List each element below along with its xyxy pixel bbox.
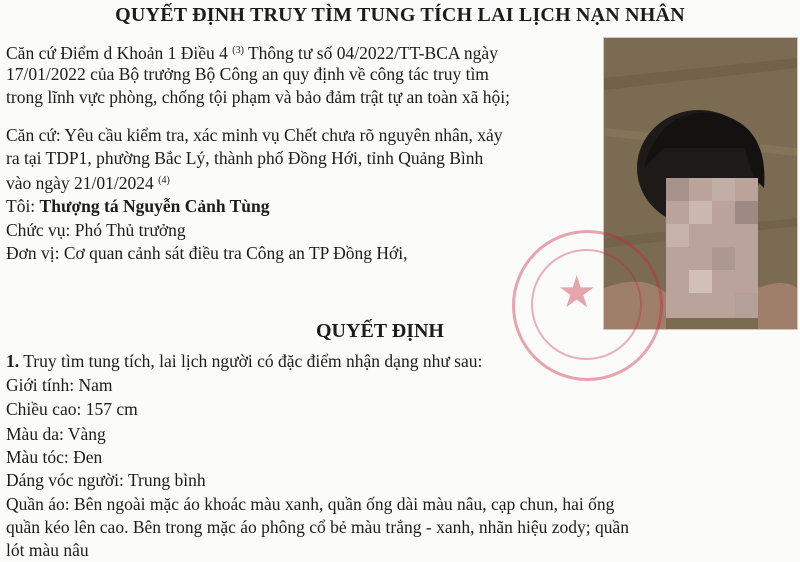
basis2-line3: [6, 170, 170, 194]
basis2-date: vào ngày 21/01/2024: [6, 173, 154, 193]
basis1-line1: [6, 40, 498, 64]
clothes-line1: Quần áo: Bên ngoài mặc áo khoác màu xanh, quần ống dài màu nâu, cạp chun, hai ống: [6, 494, 615, 514]
basis1-line3: trong lĩnh vực phòng, chống tội phạm và bảo đảm trật tự an toàn xã hội;: [6, 87, 511, 107]
gender-line: Giới tính: Nam: [6, 375, 113, 395]
item-text: Truy tìm tung tích, lai lịch người có đặc điểm nhận dạng như sau:: [23, 351, 483, 371]
footnote-ref-4: (4): [158, 175, 170, 186]
skin-line: Màu da: Vàng: [6, 424, 106, 444]
officer-line: [6, 195, 270, 217]
clothes-line3: lót màu nâu: [6, 540, 89, 560]
document-title: QUYẾT ĐỊNH TRUY TÌM TUNG TÍCH LAI LỊCH NẠN NHÂN: [115, 4, 685, 26]
basis2-line1: Căn cứ: Yêu cầu kiểm tra, xác minh vụ Chết chưa rõ nguyên nhân, xảy: [6, 125, 503, 145]
official-seal: [512, 230, 663, 381]
hair-line: Màu tóc: Đen: [6, 447, 103, 467]
basis1-text-rest: Thông tư số 04/2022/TT-BCA ngày: [247, 43, 498, 63]
basis1-line2: 17/01/2022 của Bộ trưởng Bộ Công an quy định về công tác truy tìm: [6, 64, 489, 84]
footnote-ref-3: (3): [232, 45, 244, 56]
basis2-line2: ra tại TDP1, phường Bắc Lý, thành phố Đồng Hới, tỉnh Quảng Bình: [6, 148, 484, 168]
build-line: Dáng vóc người: Trung bình: [6, 470, 206, 490]
decision-heading: QUYẾT ĐỊNH: [316, 320, 444, 342]
height-line: Chiều cao: 157 cm: [6, 399, 138, 419]
clothes-line2: quần kéo lên cao. Bên trong mặc áo phông cổ bẻ màu trắng - xanh, nhãn hiệu zody; quần: [6, 517, 630, 537]
position-line: Chức vụ: Phó Thủ trưởng: [6, 220, 186, 240]
decision-item-1: [6, 350, 482, 372]
basis1-text: Căn cứ Điểm d Khoản 1 Điều 4: [6, 43, 228, 63]
star-icon: ★: [557, 268, 597, 317]
officer-name: Thượng tá Nguyễn Cảnh Tùng: [39, 196, 270, 216]
officer-label: Tôi:: [6, 196, 36, 216]
item-number: 1.: [6, 351, 20, 371]
unit-line: Đơn vị: Cơ quan cảnh sát điều tra Công an TP Đồng Hới,: [6, 243, 408, 263]
